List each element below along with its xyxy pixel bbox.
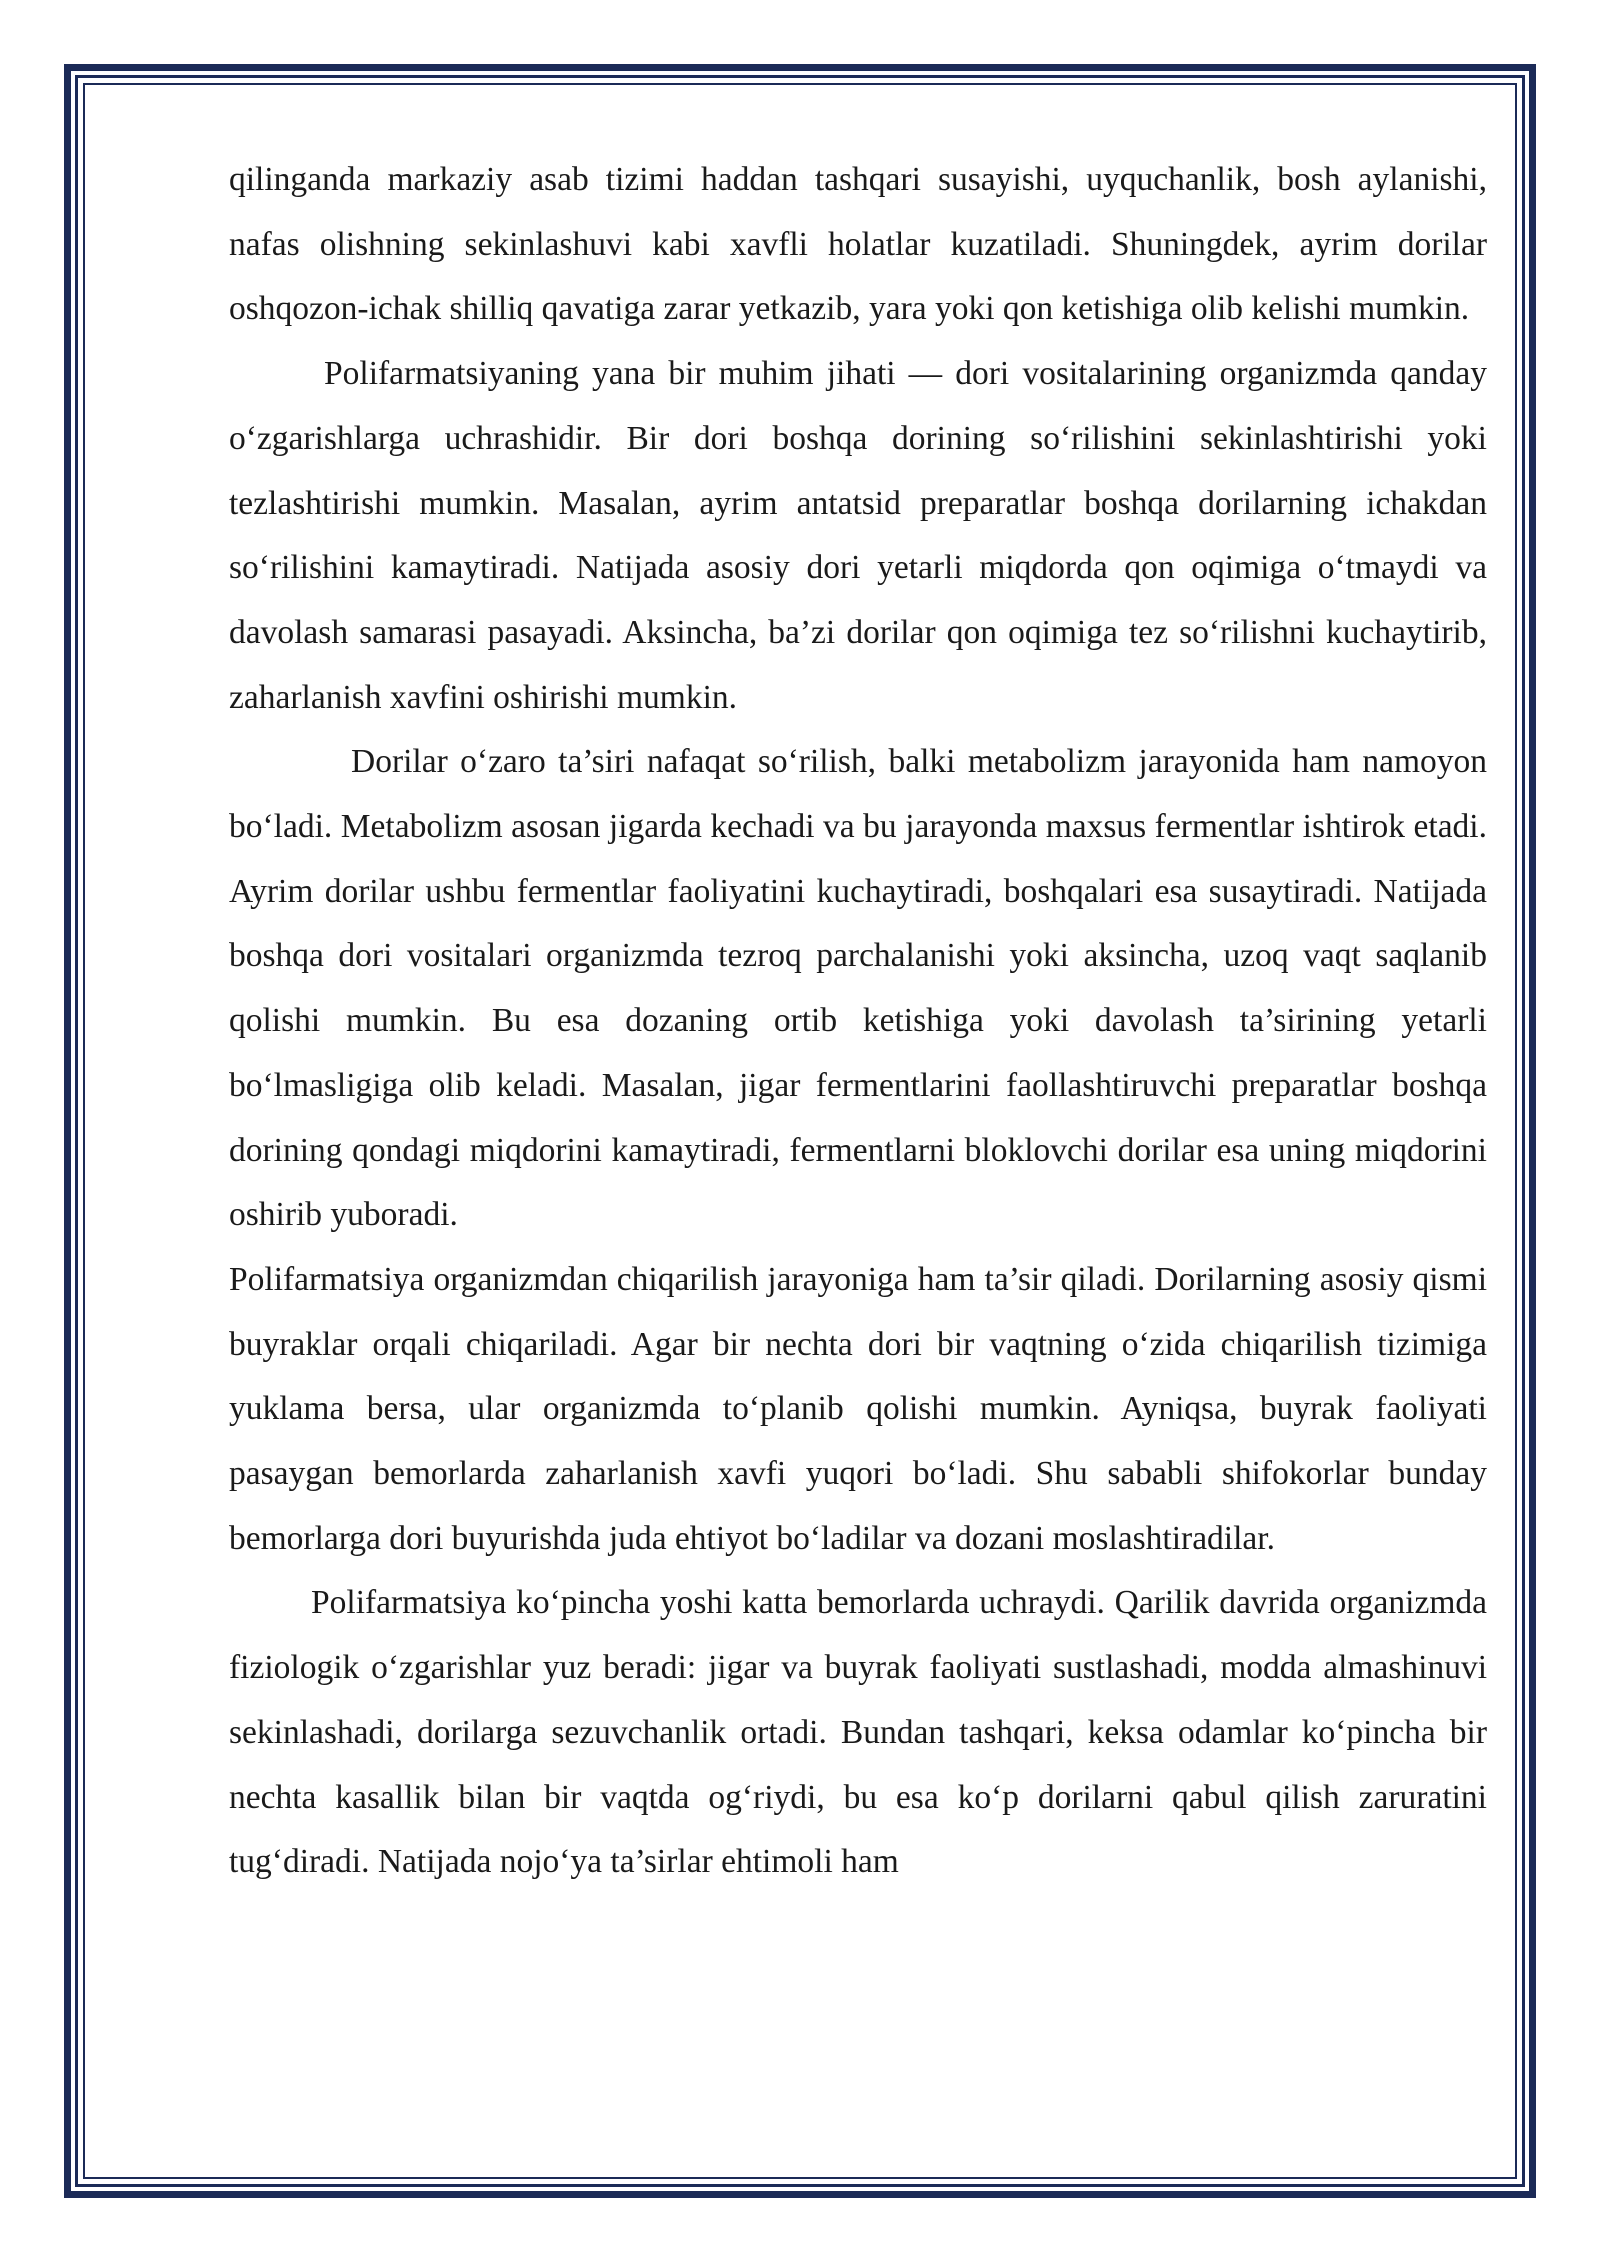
document-body [229, 148, 1487, 1895]
paragraph-excretion: Polifarmatsiya organizmdan chiqarilish jarayoniga ham ta’sir qiladi. Dorilarning asosiy qismi buyraklar orqali chiqariladi. Agar bir nechta dori bir vaqtning o‘zida chiqarilish tizimiga yuklama bersa, ular organizmda to‘planib qolishi mumkin. Ayniqsa, buyrak faoliyati pasaygan bemorlarda zaharlanish xavfi yuqori bo‘ladi. Shu sababli shifokorlar bunday bemorlarga dori buyurishda juda ehtiyot bo‘ladilar va dozani moslashtiradilar. [229, 1260, 1487, 1557]
paragraph-polypharmacy-absorption: Polifarmatsiyaning yana bir muhim jihati — dori vositalarining organizmda qanday o‘zgarishlarga uchrashidir. Bir dori boshqa dorining so‘rilishini sekinlashtirishi yoki tezlashtirishi mumkin. Masalan, ayrim antatsid preparatlar boshqa dorilarning ichakdan so‘rilishini kamaytiradi. Natijada asosiy dori yetarli miqdorda qon oqimiga o‘tmaydi va davolash samarasi pasayadi. Aksincha, ba’zi dorilar qon oqimiga tez so‘rilishni kuchaytirib, zaharlanish xavfini oshirishi mumkin. [229, 355, 1487, 716]
paragraph-elderly-patients: Polifarmatsiya ko‘pincha yoshi katta bemorlarda uchraydi. Qarilik davrida organizmda fiziologik o‘zgarishlar yuz beradi: jigar va buyrak faoliyati sustlashadi, modda almashinuvi sekinlashadi, dorilarga sezuvchanlik ortadi. Bundan tashqari, keksa odamlar ko‘pincha bir nechta kasallik bilan bir vaqtda og‘riydi, bu esa ko‘p dorilarni qabul qilish zaruratini tug‘diradi. Natijada nojo‘ya ta’sirlar ehtimoli ham [229, 1584, 1487, 1881]
paragraph-continuation: qilinganda markaziy asab tizimi haddan tashqari susayishi, uyquchanlik, bosh aylanishi, nafas olishning sekinlashuvi kabi xavfli holatlar kuzatiladi. Shuningdek, ayrim dorilar oshqozon-ichak shilliq qavatiga zarar yetkazib, yara yoki qon ketishiga olib kelishi mumkin. [229, 161, 1487, 328]
paragraph-metabolism: Dorilar o‘zaro ta’siri nafaqat so‘rilish, balki metabolizm jarayonida ham namoyon bo‘ladi. Metabolizm asosan jigarda kechadi va bu jarayonda maxsus fermentlar ishtirok etadi. Ayrim dorilar ushbu fermentlar faoliyatini kuchaytiradi, boshqalari esa susaytiradi. Natijada boshqa dori vositalari organizmda tezroq parchalanishi yoki aksincha, uzoq vaqt saqlanib qolishi mumkin. Bu esa dozaning ortib ketishiga yoki davolash ta’sirining yetarli bo‘lmasligiga olib keladi. Masalan, jigar fermentlarini faollashtiruvchi preparatlar boshqa dorining qondagi miqdorini kamaytiradi, fermentlarni bloklovchi dorilar esa uning miqdorini oshirib yuboradi. [229, 743, 1487, 1234]
